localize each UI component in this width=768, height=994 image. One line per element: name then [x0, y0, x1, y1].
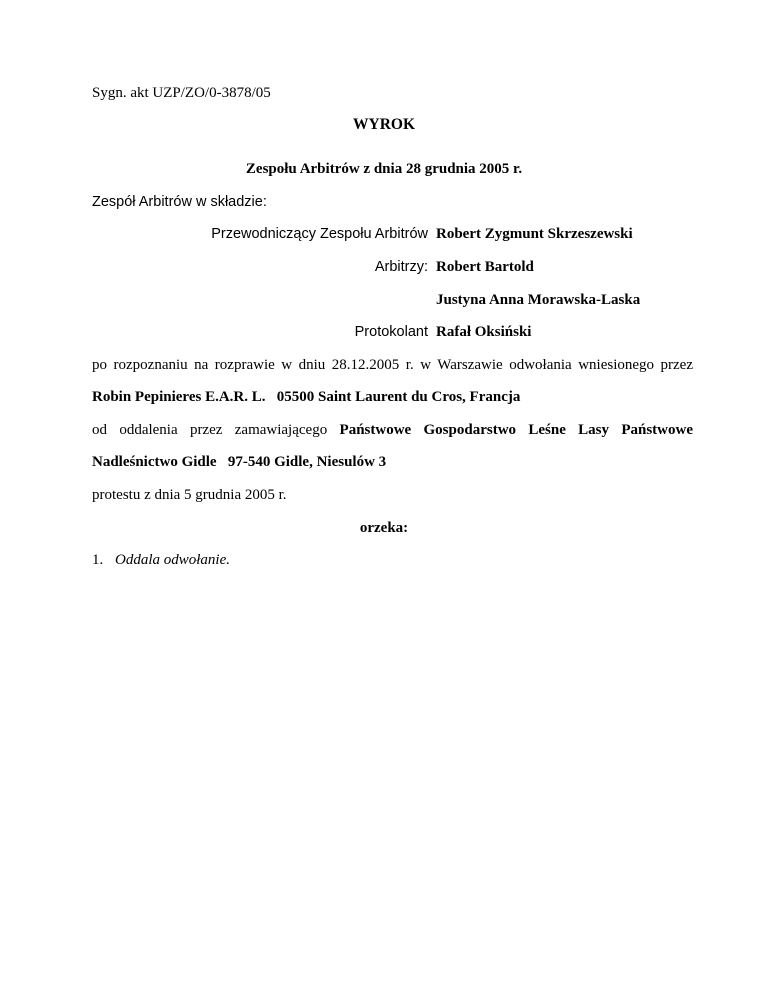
arbiter-name-2: Justyna Anna Morawska-Laska [436, 292, 641, 308]
case-signature: Sygn. akt UZP/ZO/0-3878/05 [92, 85, 271, 101]
hearing-line: po rozpoznaniu na rozprawie w dniu 28.12.2005 r. w Warszawie odwołania wniesionego przez [92, 357, 693, 373]
document-title: WYROK [353, 116, 415, 133]
clerk-role-label: Protokolant [354, 324, 428, 340]
ruling-item [92, 551, 230, 569]
contracting-authority-part2: Nadleśnictwo Gidle 97-540 Gidle, Niesulów 3 [92, 454, 387, 470]
ruling-item-text: Oddala odwołanie. [115, 552, 230, 568]
ruling-item-number: 1. [92, 552, 104, 568]
protest-line: protestu z dnia 5 grudnia 2005 r. [92, 487, 287, 503]
arbiters-role-label: Arbitrzy: [374, 259, 428, 275]
composition-intro: Zespół Arbitrów w składzie: [92, 194, 267, 210]
rejection-line [92, 421, 693, 439]
clerk-name: Rafał Oksiński [436, 324, 532, 340]
appellant-line: Robin Pepinieres E.A.R. L. 05500 Saint Laurent du Cros, Francja [92, 389, 521, 405]
contracting-authority-part1: Państwowe Gospodarstwo Leśne Lasy Państwowe [339, 422, 694, 438]
chair-name: Robert Zygmunt Skrzeszewski [436, 226, 633, 242]
rejection-prefix: od oddalenia przez zamawiającego [92, 422, 328, 438]
document-subtitle: Zespołu Arbitrów z dnia 28 grudnia 2005 r. [245, 161, 523, 177]
arbiter-name-1: Robert Bartold [436, 259, 534, 275]
chair-role-label: Przewodniczący Zespołu Arbitrów [211, 226, 428, 242]
ruling-heading: orzeka: [359, 520, 409, 536]
